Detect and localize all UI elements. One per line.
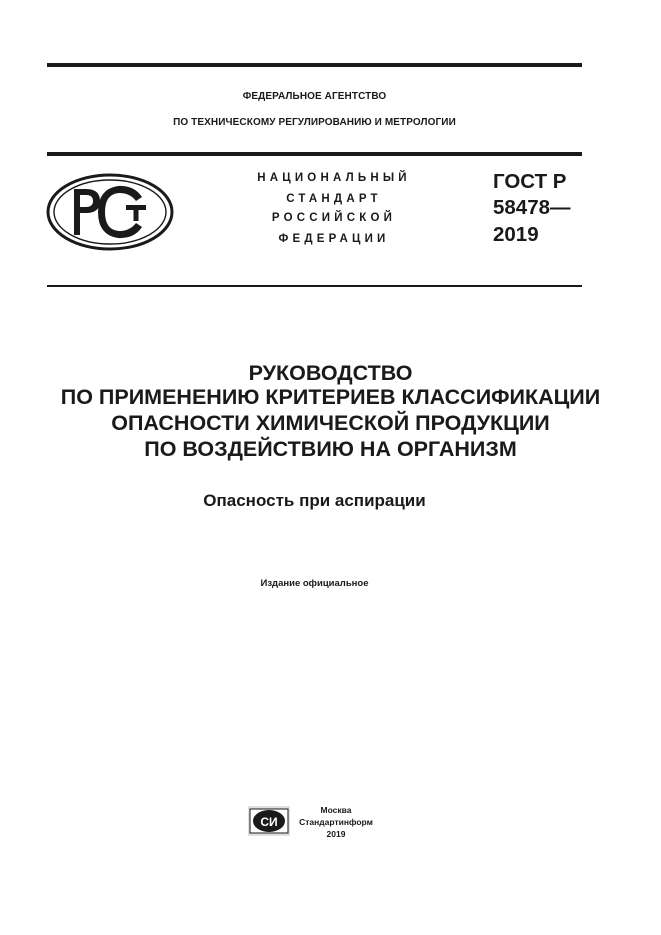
- svg-text:СИ: СИ: [260, 815, 278, 829]
- standard-type-line-3: РОССИЙСКОЙ: [271, 212, 397, 224]
- header-rule: [47, 152, 582, 156]
- standard-type-line-4: ФЕДЕРАЦИИ: [278, 233, 390, 245]
- bottom-header-rule: [47, 285, 582, 287]
- rst-certification-mark-icon: [46, 173, 174, 251]
- gost-year: 2019: [493, 223, 539, 246]
- publisher-city: Москва: [320, 805, 352, 815]
- gost-designation: ГОСТ Р: [493, 170, 567, 193]
- publisher-name: Стандартинформ: [299, 817, 373, 827]
- document-subtitle: Опасность при аспирации: [203, 491, 426, 510]
- edition-label: Издание официальное: [260, 578, 369, 589]
- top-rule: [47, 63, 582, 67]
- standard-type-line-1: НАЦИОНАЛЬНЫЙ: [257, 172, 411, 184]
- standartinform-logo-icon: [248, 806, 290, 836]
- document-title-line-4: ПО ВОЗДЕЙСТВИЮ НА ОРГАНИЗМ: [144, 437, 517, 461]
- document-title-line-3: ОПАСНОСТИ ХИМИЧЕСКОЙ ПРОДУКЦИИ: [111, 411, 550, 435]
- document-title-line-2: ПО ПРИМЕНЕНИЮ КРИТЕРИЕВ КЛАССИФИКАЦИИ: [60, 385, 601, 409]
- standard-type-line-2: СТАНДАРТ: [286, 193, 382, 205]
- agency-line-1: ФЕДЕРАЛЬНОЕ АГЕНТСТВО: [242, 91, 387, 102]
- document-title-line-1: РУКОВОДСТВО: [248, 361, 413, 385]
- publisher-year: 2019: [326, 829, 346, 839]
- agency-line-2: ПО ТЕХНИЧЕСКОМУ РЕГУЛИРОВАНИЮ И МЕТРОЛОГИИ: [173, 117, 456, 128]
- gost-number: 58478—: [493, 196, 571, 219]
